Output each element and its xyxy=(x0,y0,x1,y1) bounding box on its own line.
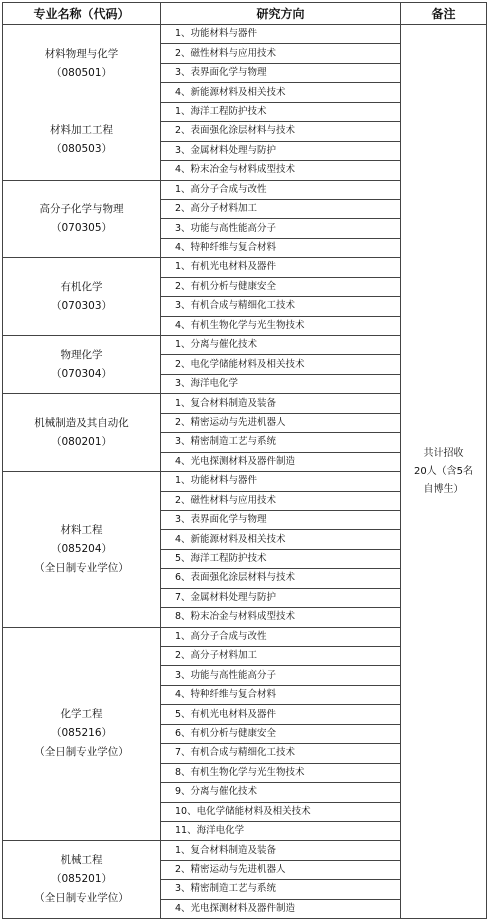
direction-cell: 4、粉末冶金与材料成型技术 xyxy=(161,161,401,180)
note-cell xyxy=(401,25,487,919)
major-code: （080201） xyxy=(50,435,113,448)
major-name: 物理化学 xyxy=(60,348,103,361)
direction-cell: 1、功能材料与器件 xyxy=(161,25,401,44)
direction-cell: 11、海洋电化学 xyxy=(161,821,401,840)
table-row xyxy=(3,25,487,44)
spacer xyxy=(3,83,160,121)
major-name: 材料加工工程 xyxy=(50,124,113,137)
major-cell xyxy=(3,394,161,472)
major-code: （085201） xyxy=(50,873,113,886)
major-name: 机械工程 xyxy=(60,854,103,867)
direction-cell: 10、电化学储能材料及相关技术 xyxy=(161,802,401,821)
direction-cell: 2、磁性材料与应用技术 xyxy=(161,44,401,63)
direction-cell: 2、精密运动与先进机器人 xyxy=(161,413,401,432)
major-cell xyxy=(3,627,161,841)
direction-cell: 2、电化学储能材料及相关技术 xyxy=(161,355,401,374)
direction-cell: 1、海洋工程防护技术 xyxy=(161,102,401,121)
direction-cell: 4、特种纤维与复合材料 xyxy=(161,238,401,257)
major-code: （080501） xyxy=(50,67,113,80)
direction-cell: 1、复合材料制造及装备 xyxy=(161,394,401,413)
major-cell xyxy=(3,180,161,258)
direction-cell: 5、有机光电材料及器件 xyxy=(161,705,401,724)
direction-cell: 4、新能源材料及相关技术 xyxy=(161,83,401,102)
direction-cell: 8、粉末冶金与材料成型技术 xyxy=(161,608,401,627)
direction-cell: 1、高分子合成与改性 xyxy=(161,180,401,199)
direction-cell: 1、复合材料制造及装备 xyxy=(161,841,401,860)
direction-cell: 3、精密制造工艺与系统 xyxy=(161,880,401,899)
direction-cell: 1、有机光电材料及器件 xyxy=(161,258,401,277)
table-body xyxy=(3,25,487,919)
direction-cell: 3、表界面化学与物理 xyxy=(161,510,401,529)
major-degree: （全日制专业学位） xyxy=(34,561,129,574)
direction-cell: 3、海洋电化学 xyxy=(161,374,401,393)
direction-cell: 7、金属材料处理与防护 xyxy=(161,588,401,607)
major-code: （080503） xyxy=(50,143,113,156)
direction-cell: 6、表面强化涂层材料与技术 xyxy=(161,569,401,588)
direction-cell: 4、光电探测材料及器件制造 xyxy=(161,452,401,471)
major-name: 化学工程 xyxy=(60,708,103,721)
direction-cell: 2、有机分析与健康安全 xyxy=(161,277,401,296)
major-code: （070303） xyxy=(50,299,113,312)
direction-cell: 4、有机生物化学与光生物技术 xyxy=(161,316,401,335)
direction-cell: 3、表界面化学与物理 xyxy=(161,63,401,82)
header-note: 备注 xyxy=(401,3,487,25)
note-line: 共计招收 xyxy=(423,447,464,459)
direction-cell: 2、高分子材料加工 xyxy=(161,647,401,666)
header-row xyxy=(3,3,487,25)
direction-cell: 3、精密制造工艺与系统 xyxy=(161,433,401,452)
direction-cell: 3、金属材料处理与防护 xyxy=(161,141,401,160)
major-cell xyxy=(3,472,161,628)
major-code: （085216） xyxy=(50,727,113,740)
direction-cell: 6、有机分析与健康安全 xyxy=(161,724,401,743)
major-code: （070305） xyxy=(50,221,113,234)
major-name: 材料物理与化学 xyxy=(44,48,119,61)
direction-cell: 1、分离与催化技术 xyxy=(161,336,401,355)
direction-cell: 5、海洋工程防护技术 xyxy=(161,549,401,568)
direction-cell: 3、有机合成与精细化工技术 xyxy=(161,297,401,316)
major-code: （085204） xyxy=(50,542,113,555)
direction-cell: 4、光电探测材料及器件制造 xyxy=(161,899,401,918)
direction-cell: 2、表面强化涂层材料与技术 xyxy=(161,122,401,141)
direction-cell: 7、有机合成与精细化工技术 xyxy=(161,744,401,763)
note-line: 自博生） xyxy=(423,483,464,495)
header-major: 专业名称（代码） xyxy=(3,3,161,25)
direction-cell: 8、有机生物化学与光生物技术 xyxy=(161,763,401,782)
major-code: （070304） xyxy=(50,367,113,380)
direction-cell: 2、磁性材料与应用技术 xyxy=(161,491,401,510)
direction-cell: 3、功能与高性能高分子 xyxy=(161,219,401,238)
major-degree: （全日制专业学位） xyxy=(34,746,129,759)
direction-cell: 2、高分子材料加工 xyxy=(161,199,401,218)
major-cell xyxy=(3,336,161,394)
direction-cell: 4、特种纤维与复合材料 xyxy=(161,685,401,704)
direction-cell: 1、高分子合成与改性 xyxy=(161,627,401,646)
note-line: 20人（含5名 xyxy=(413,465,474,477)
major-cell xyxy=(3,258,161,336)
major-name: 有机化学 xyxy=(60,280,103,293)
major-degree: （全日制专业学位） xyxy=(34,892,129,905)
major-cell xyxy=(3,25,161,181)
major-name: 机械制造及其自动化 xyxy=(34,416,129,429)
direction-cell: 4、新能源材料及相关技术 xyxy=(161,530,401,549)
major-cell xyxy=(3,841,161,919)
direction-cell: 2、精密运动与先进机器人 xyxy=(161,860,401,879)
header-direction: 研究方向 xyxy=(161,3,401,25)
major-name: 高分子化学与物理 xyxy=(39,202,124,215)
enrollment-table xyxy=(2,2,487,919)
major-name: 材料工程 xyxy=(60,523,103,536)
direction-cell: 9、分离与催化技术 xyxy=(161,783,401,802)
direction-cell: 1、功能材料与器件 xyxy=(161,472,401,491)
direction-cell: 3、功能与高性能高分子 xyxy=(161,666,401,685)
